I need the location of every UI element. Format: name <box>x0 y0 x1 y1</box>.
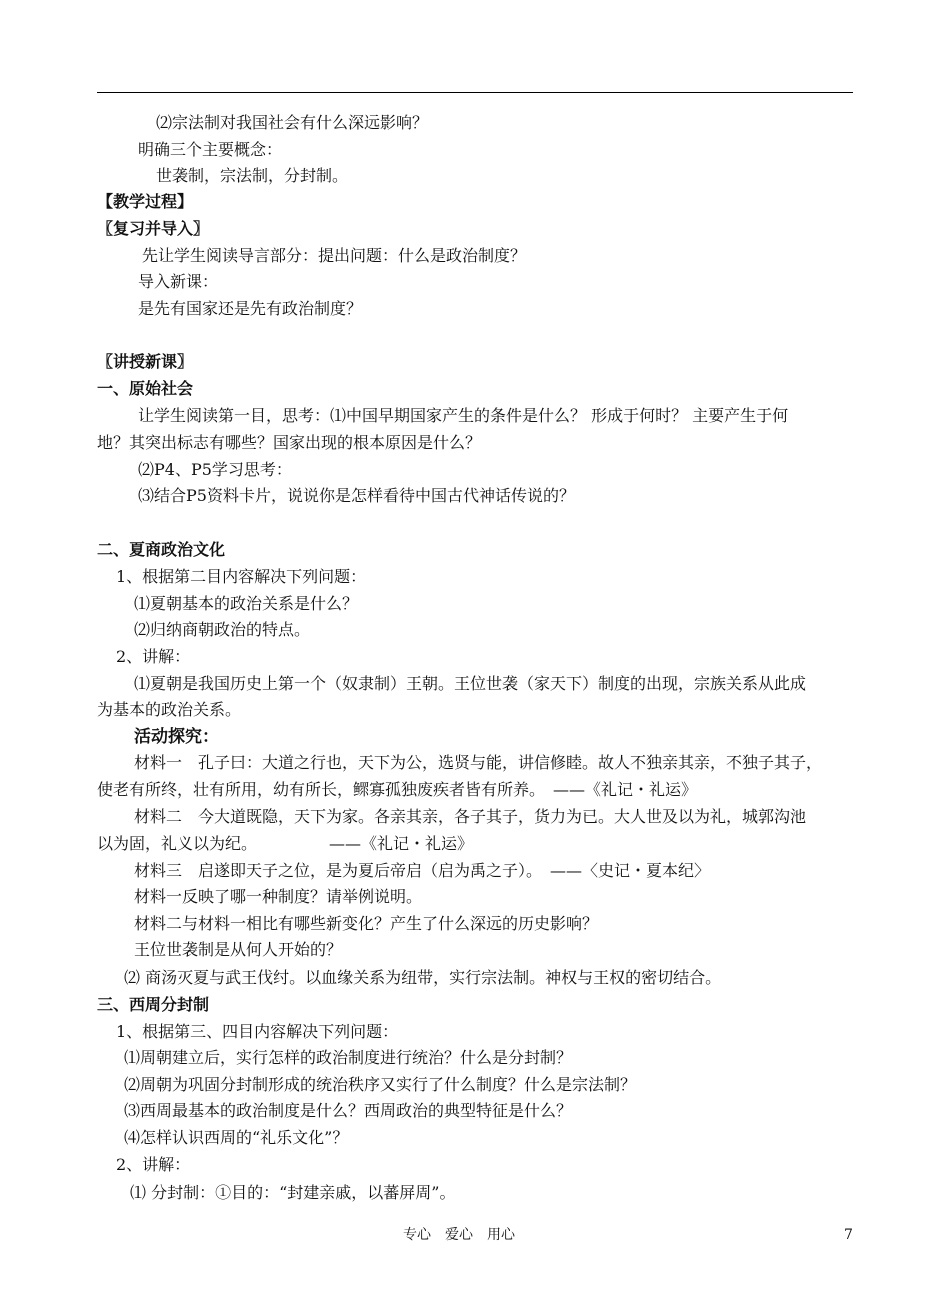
text-line: 是先有国家还是先有政治制度？ <box>138 299 363 318</box>
text-line: 以为固，礼义以为纪。 ——《礼记・礼运》 <box>97 834 474 853</box>
text-line: 为基本的政治关系。 <box>97 700 242 719</box>
activity-heading: 活动探究： <box>134 727 219 747</box>
text-line: ⑴夏朝基本的政治关系是什么？ <box>134 594 359 613</box>
text-line: ⑵P4、P5学习思考： <box>138 460 292 479</box>
text-line: 让学生阅读第一目，思考：⑴中国早期国家产生的条件是什么？ 形成于何时？ 主要产生于何 <box>138 406 789 425</box>
text-line: 1、根据第三、四目内容解决下列问题： <box>116 1022 399 1041</box>
text-line: 地？其突出标志有哪些？国家出现的根本原因是什么？ <box>97 433 482 452</box>
text-line: 王位世袭制是从何人开始的？ <box>134 940 343 959</box>
text-line: ⑴夏朝是我国历史上第一个（奴隶制）王朝。王位世袭（家天下）制度的出现，宗族关系从此成 <box>134 674 807 693</box>
section-heading: 〖讲授新课〗 <box>97 352 194 371</box>
text-line: ⑴周朝建立后，实行怎样的政治制度进行统治？什么是分封制？ <box>124 1048 573 1067</box>
text-line: 先让学生阅读导言部分：提出问题：什么是政治制度？ <box>142 246 527 265</box>
text-line: 2、讲解： <box>116 1155 191 1174</box>
text-line: ⑶结合P5资料卡片，说说你是怎样看待中国古代神话传说的？ <box>138 486 575 505</box>
text-line: 明确三个主要概念： <box>138 140 283 159</box>
text-line: 1、根据第二目内容解决下列问题： <box>116 567 367 586</box>
text-line: ⑵ 商汤灭夏与武王伐纣。以血缘关系为纽带，实行宗法制。神权与王权的密切结合。 <box>124 968 722 987</box>
text-line: 导入新课： <box>138 272 219 291</box>
footer-motto: 专心 爱心 用心 <box>403 1227 515 1243</box>
text-line: 材料一反映了哪一种制度？请举例说明。 <box>134 887 423 906</box>
text-line: 使老有所终，壮有所用，幼有所长，鳏寡孤独废疾者皆有所养。 ——《礼记・礼运》 <box>97 780 698 799</box>
text-line: 2、讲解： <box>116 647 191 666</box>
text-line: ⑶西周最基本的政治制度是什么？西周政治的典型特征是什么？ <box>124 1101 573 1120</box>
section-heading: 三、西周分封制 <box>97 995 210 1014</box>
section-heading: 〖复习并导入〗 <box>97 219 210 238</box>
section-heading: 二、夏商政治文化 <box>97 540 226 559</box>
text-line: ⑵归纳商朝政治的特点。 <box>134 620 311 639</box>
text-line: ⑵周朝为巩固分封制形成的统治秩序又实行了什么制度？什么是宗法制？ <box>124 1075 637 1094</box>
text-line: 材料三 启遂即天子之位，是为夏后帝启（启为禹之子）。 ——〈史记・夏本纪〉 <box>134 861 711 880</box>
text-line: 世袭制，宗法制，分封制。 <box>156 166 349 185</box>
page-number: 7 <box>844 1227 853 1243</box>
text-line: 材料一 孔子曰：大道之行也，天下为公，选贤与能，讲信修睦。故人不独亲其亲，不独子其子， <box>134 753 823 772</box>
section-heading: 【教学过程】 <box>97 192 194 211</box>
text-line: ⑵宗法制对我国社会有什么深远影响？ <box>156 113 429 132</box>
text-line: ⑴ 分封制：①目的：“封建亲戚，以蕃屏周”。 <box>130 1183 456 1202</box>
header-rule <box>97 92 853 93</box>
text-line: 材料二 今大道既隐，天下为家。各亲其亲，各子其子，货力为已。大人世及以为礼，城郭沟池 <box>134 807 807 826</box>
text-line: 材料二与材料一相比有哪些新变化？产生了什么深远的历史影响？ <box>134 914 599 933</box>
text-line: ⑷怎样认识西周的“礼乐文化”？ <box>124 1128 349 1147</box>
section-heading: 一、原始社会 <box>97 379 194 398</box>
